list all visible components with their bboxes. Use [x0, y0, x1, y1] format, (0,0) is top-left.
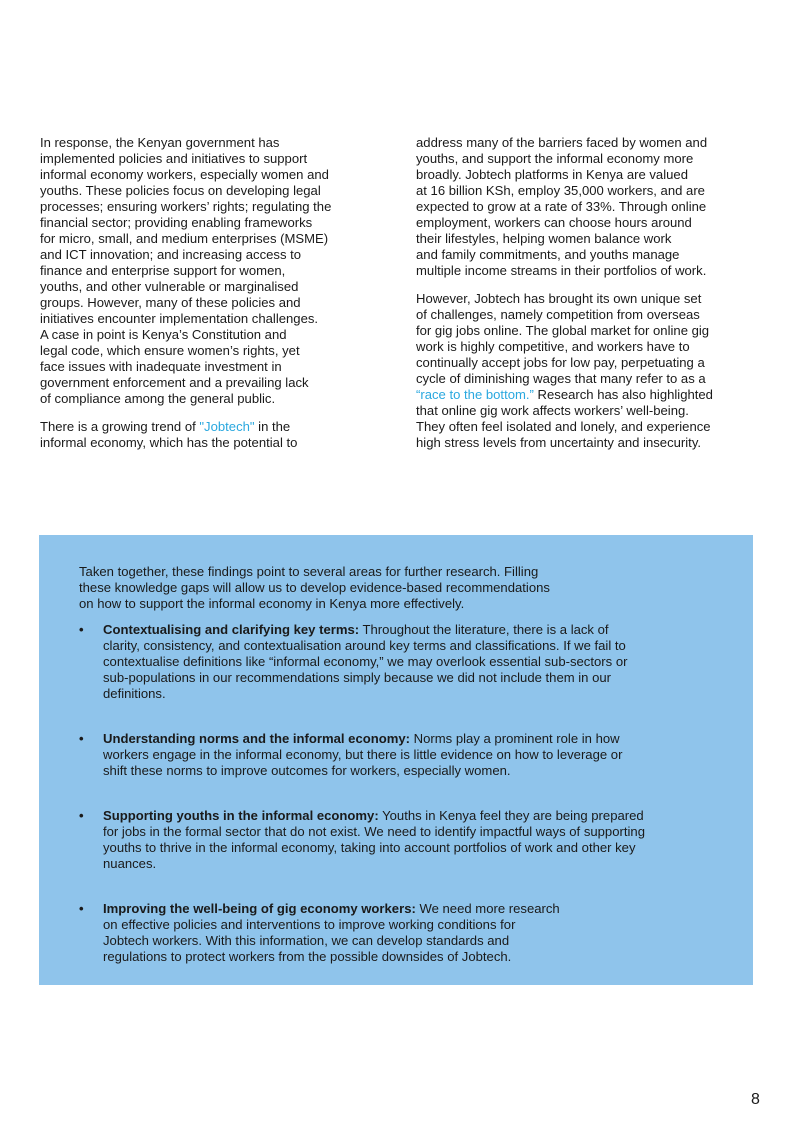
text-line: [40, 419, 380, 435]
text-line: processes; ensuring workers’ rights; regulating the: [40, 199, 332, 214]
list-item: [79, 808, 719, 872]
jobtech-link[interactable]: "Jobtech": [199, 419, 255, 434]
text-line: broadly. Jobtech platforms in Kenya are valued: [416, 167, 688, 182]
item-title: Contextualising and clarifying key terms:: [103, 622, 360, 637]
text-line: nuances.: [103, 856, 157, 871]
item-title: Understanding norms and the informal economy:: [103, 731, 411, 746]
research-gaps-callout: [39, 535, 753, 985]
text-line: implemented policies and initiatives to support: [40, 151, 308, 166]
text-line: contextualise definitions like “informal economy,” we may overlook essential sub-sectors or: [103, 654, 628, 669]
item-title: Supporting youths in the informal economy:: [103, 808, 379, 823]
text-line: of compliance among the general public.: [40, 391, 276, 406]
text-line: Taken together, these findings point to several areas for further research. Filling: [79, 564, 539, 579]
text-line: legal code, which ensure women’s rights, yet: [40, 343, 300, 358]
text-fragment: Research has also highlighted: [533, 387, 713, 402]
text-fragment: We need more research: [415, 901, 560, 916]
page-number: 8: [751, 1091, 760, 1108]
left-column: [40, 135, 380, 463]
text-line: multiple income streams in their portfolios of work.: [416, 263, 707, 278]
text-line: finance and enterprise support for women,: [40, 263, 286, 278]
right-paragraph-1: [416, 135, 761, 279]
text-line: their lifestyles, helping women balance work: [416, 231, 672, 246]
text-line: However, Jobtech has brought its own unique set: [416, 291, 702, 306]
text-line: [103, 731, 719, 747]
text-line: expected to grow at a rate of 33%. Through online: [416, 199, 707, 214]
text-fragment: Norms play a prominent role in how: [410, 731, 620, 746]
bullet-icon: •: [79, 622, 84, 637]
text-line: [103, 622, 719, 638]
text-line: Jobtech workers. With this information, we can develop standards and: [103, 933, 510, 948]
text-line: clarity, consistency, and contextualisation around key terms and classifications. If we fail to: [103, 638, 626, 653]
text-fragment: Youths in Kenya feel they are being prepared: [378, 808, 644, 823]
text-line: They often feel isolated and lonely, and experience: [416, 419, 711, 434]
text-line: for gig jobs online. The global market for online gig: [416, 323, 710, 338]
item-title: Improving the well-being of gig economy workers:: [103, 901, 416, 916]
text-line: youths to thrive in the informal economy, taking into account portfolios of work and other key: [103, 840, 636, 855]
list-item: [79, 901, 719, 965]
text-line: sub-populations in our recommendations simply because we did not include them in our: [103, 670, 612, 685]
text-line: on effective policies and interventions to improve working conditions for: [103, 917, 516, 932]
list-item: [79, 622, 719, 702]
text-line: and ICT innovation; and increasing access to: [40, 247, 302, 262]
text-line: regulations to protect workers from the possible downsides of Jobtech.: [103, 949, 512, 964]
text-fragment: in the: [254, 419, 291, 434]
text-line: In response, the Kenyan government has: [40, 135, 280, 150]
text-line: informal economy workers, especially women and: [40, 167, 329, 182]
text-fragment: Throughout the literature, there is a lack of: [359, 622, 609, 637]
list-item: [79, 731, 719, 779]
text-line: cycle of diminishing wages that many refer to as a: [416, 371, 706, 386]
text-line: youths, and other vulnerable or marginalised: [40, 279, 299, 294]
bullet-icon: •: [79, 901, 84, 916]
callout-intro: [79, 564, 719, 612]
left-paragraph-1: [40, 135, 380, 407]
research-areas-list: [79, 622, 719, 965]
text-line: [103, 808, 719, 824]
text-line: employment, workers can choose hours around: [416, 215, 692, 230]
text-line: workers engage in the informal economy, but there is little evidence on how to leverage or: [103, 747, 623, 762]
text-line: for micro, small, and medium enterprises (MSME): [40, 231, 329, 246]
text-line: for jobs in the formal sector that do not exist. We need to identify impactful ways of supporting: [103, 824, 645, 839]
text-fragment: There is a growing trend of: [40, 419, 200, 434]
text-line: financial sector; providing enabling frameworks: [40, 215, 313, 230]
text-line: and family commitments, and youths manage: [416, 247, 680, 262]
text-line: A case in point is Kenya’s Constitution and: [40, 327, 287, 342]
text-line: work is highly competitive, and workers have to: [416, 339, 690, 354]
text-line: on how to support the informal economy in Kenya more effectively.: [79, 596, 465, 611]
text-line: continually accept jobs for low pay, perpetuating a: [416, 355, 705, 370]
bullet-icon: •: [79, 808, 84, 823]
race-to-the-bottom-link[interactable]: “race to the bottom.”: [416, 387, 534, 402]
bullet-icon: •: [79, 731, 84, 746]
text-line: [103, 901, 719, 917]
right-column: [416, 135, 761, 463]
text-line: that online gig work affects workers’ well-being.: [416, 403, 689, 418]
right-paragraph-2: [416, 291, 761, 451]
text-line: face issues with inadequate investment in: [40, 359, 282, 374]
text-line: address many of the barriers faced by women and: [416, 135, 708, 150]
text-line: at 16 billion KSh, employ 35,000 workers, and are: [416, 183, 705, 198]
text-line: youths, and support the informal economy more: [416, 151, 694, 166]
left-paragraph-2: [40, 419, 380, 451]
text-line: of challenges, namely competition from overseas: [416, 307, 700, 322]
text-line: shift these norms to improve outcomes for workers, especially women.: [103, 763, 511, 778]
text-line: government enforcement and a prevailing lack: [40, 375, 309, 390]
text-line: youths. These policies focus on developing legal: [40, 183, 321, 198]
text-line: these knowledge gaps will allow us to develop evidence-based recommendations: [79, 580, 550, 595]
text-line: [416, 387, 761, 403]
text-line: initiatives encounter implementation challenges.: [40, 311, 319, 326]
text-line: high stress levels from uncertainty and insecurity.: [416, 435, 702, 450]
text-line: groups. However, many of these policies and: [40, 295, 301, 310]
text-line: definitions.: [103, 686, 166, 701]
text-line: informal economy, which has the potential to: [40, 435, 298, 450]
